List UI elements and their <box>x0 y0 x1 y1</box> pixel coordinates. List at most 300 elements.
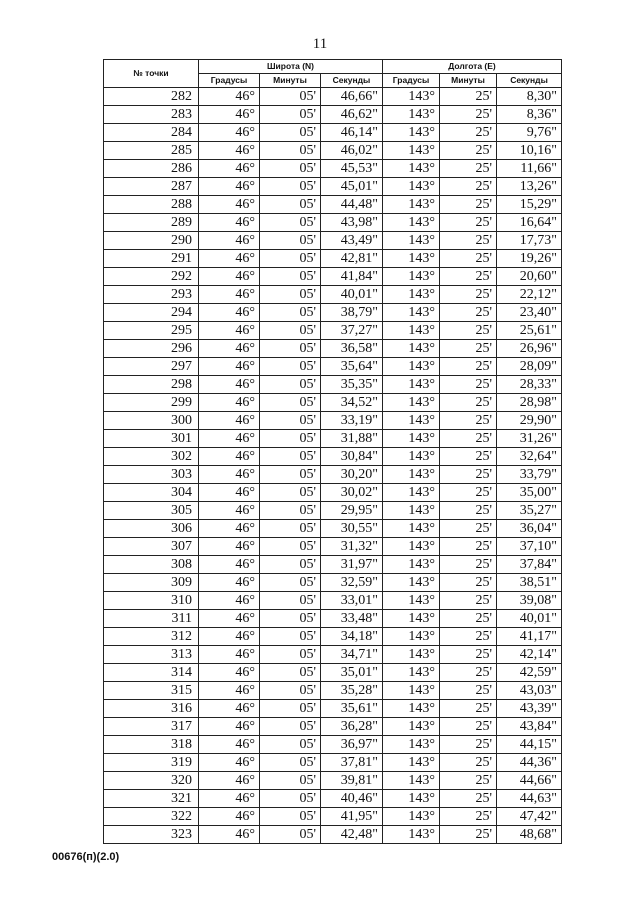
point-number-cell: 313 <box>104 646 199 664</box>
lon-seconds-cell: 9,76" <box>497 124 562 142</box>
lat-degrees-cell: 46° <box>199 160 260 178</box>
lon-degrees-cell: 143° <box>383 88 440 106</box>
lon-minutes-cell: 25' <box>440 358 497 376</box>
lon-seconds-cell: 35,27" <box>497 502 562 520</box>
lon-degrees-cell: 143° <box>383 502 440 520</box>
lat-seconds-cell: 39,81" <box>321 772 383 790</box>
table-row <box>104 574 562 592</box>
lon-seconds-cell: 15,29" <box>497 196 562 214</box>
lon-minutes-cell: 25' <box>440 214 497 232</box>
lon-minutes-cell: 25' <box>440 520 497 538</box>
lon-degrees-cell: 143° <box>383 628 440 646</box>
lon-seconds-cell: 17,73" <box>497 232 562 250</box>
lat-minutes-cell: 05' <box>260 646 321 664</box>
lat-seconds-cell: 34,71" <box>321 646 383 664</box>
lat-minutes-cell: 05' <box>260 448 321 466</box>
point-number-cell: 282 <box>104 88 199 106</box>
lat-degrees-cell: 46° <box>199 682 260 700</box>
lon-seconds-cell: 33,79" <box>497 466 562 484</box>
lat-degrees-cell: 46° <box>199 592 260 610</box>
table-body <box>104 88 562 844</box>
lat-minutes-cell: 05' <box>260 556 321 574</box>
lat-minutes-cell: 05' <box>260 682 321 700</box>
lon-minutes-cell: 25' <box>440 88 497 106</box>
table-row <box>104 124 562 142</box>
lon-minutes-cell: 25' <box>440 268 497 286</box>
lon-degrees-cell: 143° <box>383 592 440 610</box>
lon-degrees-cell: 143° <box>383 340 440 358</box>
lat-minutes-cell: 05' <box>260 538 321 556</box>
lat-degrees-cell: 46° <box>199 286 260 304</box>
lon-degrees-cell: 143° <box>383 394 440 412</box>
lon-degrees-cell: 143° <box>383 610 440 628</box>
lon-degrees-cell: 143° <box>383 160 440 178</box>
lat-seconds-cell: 40,46" <box>321 790 383 808</box>
lon-minutes-cell: 25' <box>440 502 497 520</box>
table-row <box>104 682 562 700</box>
lat-seconds-cell: 40,01" <box>321 286 383 304</box>
lat-minutes-cell: 05' <box>260 304 321 322</box>
lat-seconds-cell: 31,88" <box>321 430 383 448</box>
lon-minutes-cell: 25' <box>440 628 497 646</box>
document-code: 00676(п)(2.0) <box>52 851 120 863</box>
point-number-cell: 301 <box>104 430 199 448</box>
lat-degrees-cell: 46° <box>199 304 260 322</box>
table-row <box>104 430 562 448</box>
lat-degrees-cell: 46° <box>199 214 260 232</box>
lon-seconds-cell: 16,64" <box>497 214 562 232</box>
lon-degrees-cell: 143° <box>383 466 440 484</box>
table-row <box>104 556 562 574</box>
lat-minutes-cell: 05' <box>260 322 321 340</box>
lat-seconds-cell: 30,84" <box>321 448 383 466</box>
lat-minutes-cell: 05' <box>260 430 321 448</box>
lat-degrees-cell: 46° <box>199 808 260 826</box>
point-number-cell: 290 <box>104 232 199 250</box>
lon-degrees-cell: 143° <box>383 124 440 142</box>
lat-seconds-cell: 37,27" <box>321 322 383 340</box>
lat-degrees-cell: 46° <box>199 502 260 520</box>
table-row <box>104 592 562 610</box>
lat-minutes-cell: 05' <box>260 484 321 502</box>
lon-minutes-cell: 25' <box>440 700 497 718</box>
lat-seconds-cell: 34,52" <box>321 394 383 412</box>
lat-seconds-cell: 43,98" <box>321 214 383 232</box>
table-row <box>104 376 562 394</box>
lon-minutes-cell: 25' <box>440 394 497 412</box>
lon-minutes-cell: 25' <box>440 790 497 808</box>
lon-seconds-cell: 48,68" <box>497 826 562 844</box>
lon-degrees-cell: 143° <box>383 286 440 304</box>
lon-minutes-header: Минуты <box>440 74 497 88</box>
lon-minutes-cell: 25' <box>440 448 497 466</box>
lat-seconds-cell: 46,62" <box>321 106 383 124</box>
point-number-cell: 300 <box>104 412 199 430</box>
lat-seconds-cell: 30,20" <box>321 466 383 484</box>
table-row <box>104 502 562 520</box>
table-row <box>104 268 562 286</box>
lat-minutes-cell: 05' <box>260 412 321 430</box>
lat-seconds-cell: 34,18" <box>321 628 383 646</box>
lon-degrees-header: Градусы <box>383 74 440 88</box>
lat-seconds-cell: 31,97" <box>321 556 383 574</box>
lon-degrees-cell: 143° <box>383 574 440 592</box>
point-number-cell: 321 <box>104 790 199 808</box>
table-row <box>104 106 562 124</box>
lat-degrees-cell: 46° <box>199 826 260 844</box>
lon-seconds-cell: 28,09" <box>497 358 562 376</box>
lon-seconds-cell: 47,42" <box>497 808 562 826</box>
table-row <box>104 520 562 538</box>
lat-degrees-cell: 46° <box>199 142 260 160</box>
lon-seconds-cell: 10,16" <box>497 142 562 160</box>
table-row <box>104 466 562 484</box>
table-row <box>104 718 562 736</box>
lat-seconds-cell: 31,32" <box>321 538 383 556</box>
point-number-cell: 304 <box>104 484 199 502</box>
latitude-header: Широта (N) <box>199 60 383 74</box>
lon-minutes-cell: 25' <box>440 556 497 574</box>
point-number-cell: 309 <box>104 574 199 592</box>
lon-degrees-cell: 143° <box>383 664 440 682</box>
lon-seconds-cell: 28,33" <box>497 376 562 394</box>
lon-minutes-cell: 25' <box>440 160 497 178</box>
lat-seconds-cell: 35,35" <box>321 376 383 394</box>
lat-minutes-cell: 05' <box>260 394 321 412</box>
point-number-cell: 305 <box>104 502 199 520</box>
lat-degrees-cell: 46° <box>199 700 260 718</box>
lat-minutes-cell: 05' <box>260 214 321 232</box>
lat-seconds-cell: 35,01" <box>321 664 383 682</box>
lat-minutes-cell: 05' <box>260 754 321 772</box>
table-row <box>104 700 562 718</box>
lon-seconds-header: Секунды <box>497 74 562 88</box>
lat-seconds-cell: 36,97" <box>321 736 383 754</box>
lat-degrees-cell: 46° <box>199 646 260 664</box>
lat-minutes-cell: 05' <box>260 502 321 520</box>
lat-minutes-cell: 05' <box>260 466 321 484</box>
table-row <box>104 142 562 160</box>
lat-degrees-cell: 46° <box>199 754 260 772</box>
lon-degrees-cell: 143° <box>383 538 440 556</box>
lon-minutes-cell: 25' <box>440 754 497 772</box>
lat-seconds-cell: 44,48" <box>321 196 383 214</box>
table-row <box>104 772 562 790</box>
lat-minutes-cell: 05' <box>260 232 321 250</box>
lat-seconds-cell: 45,01" <box>321 178 383 196</box>
lon-degrees-cell: 143° <box>383 790 440 808</box>
lat-degrees-cell: 46° <box>199 664 260 682</box>
lon-minutes-cell: 25' <box>440 304 497 322</box>
lat-minutes-cell: 05' <box>260 592 321 610</box>
point-number-cell: 320 <box>104 772 199 790</box>
lat-minutes-cell: 05' <box>260 160 321 178</box>
lat-degrees-cell: 46° <box>199 412 260 430</box>
lon-degrees-cell: 143° <box>383 646 440 664</box>
lat-degrees-cell: 46° <box>199 574 260 592</box>
lon-degrees-cell: 143° <box>383 430 440 448</box>
lat-degrees-cell: 46° <box>199 718 260 736</box>
lat-minutes-cell: 05' <box>260 142 321 160</box>
lon-degrees-cell: 143° <box>383 484 440 502</box>
table-row <box>104 628 562 646</box>
table-row <box>104 664 562 682</box>
lon-seconds-cell: 39,08" <box>497 592 562 610</box>
lon-degrees-cell: 143° <box>383 268 440 286</box>
lat-degrees-cell: 46° <box>199 484 260 502</box>
lat-degrees-cell: 46° <box>199 790 260 808</box>
lat-degrees-cell: 46° <box>199 520 260 538</box>
point-number-cell: 307 <box>104 538 199 556</box>
point-number-cell: 286 <box>104 160 199 178</box>
lat-minutes-cell: 05' <box>260 286 321 304</box>
table-row <box>104 646 562 664</box>
lon-minutes-cell: 25' <box>440 250 497 268</box>
lon-degrees-cell: 143° <box>383 376 440 394</box>
lon-seconds-cell: 43,39" <box>497 700 562 718</box>
lat-seconds-cell: 41,84" <box>321 268 383 286</box>
lat-degrees-cell: 46° <box>199 736 260 754</box>
table-row <box>104 484 562 502</box>
lat-minutes-cell: 05' <box>260 124 321 142</box>
point-number-cell: 291 <box>104 250 199 268</box>
lat-degrees-cell: 46° <box>199 448 260 466</box>
table-row <box>104 250 562 268</box>
lon-minutes-cell: 25' <box>440 286 497 304</box>
lat-degrees-cell: 46° <box>199 124 260 142</box>
point-number-cell: 294 <box>104 304 199 322</box>
lon-minutes-cell: 25' <box>440 826 497 844</box>
lat-degrees-header: Градусы <box>199 74 260 88</box>
point-number-cell: 315 <box>104 682 199 700</box>
lat-seconds-cell: 35,28" <box>321 682 383 700</box>
lon-minutes-cell: 25' <box>440 232 497 250</box>
lat-degrees-cell: 46° <box>199 88 260 106</box>
lat-minutes-header: Минуты <box>260 74 321 88</box>
lat-degrees-cell: 46° <box>199 178 260 196</box>
lat-minutes-cell: 05' <box>260 718 321 736</box>
lat-minutes-cell: 05' <box>260 520 321 538</box>
point-number-cell: 298 <box>104 376 199 394</box>
lon-minutes-cell: 25' <box>440 466 497 484</box>
lat-degrees-cell: 46° <box>199 196 260 214</box>
lat-seconds-cell: 33,48" <box>321 610 383 628</box>
lon-degrees-cell: 143° <box>383 808 440 826</box>
lon-degrees-cell: 143° <box>383 250 440 268</box>
table-row <box>104 448 562 466</box>
lat-seconds-cell: 46,66" <box>321 88 383 106</box>
lon-minutes-cell: 25' <box>440 430 497 448</box>
lon-minutes-cell: 25' <box>440 538 497 556</box>
table-row <box>104 178 562 196</box>
table-row <box>104 412 562 430</box>
lon-degrees-cell: 143° <box>383 700 440 718</box>
lon-seconds-cell: 19,26" <box>497 250 562 268</box>
lat-degrees-cell: 46° <box>199 376 260 394</box>
lat-minutes-cell: 05' <box>260 358 321 376</box>
coordinates-table <box>103 59 562 844</box>
table-row <box>104 358 562 376</box>
lat-seconds-cell: 33,19" <box>321 412 383 430</box>
lon-seconds-cell: 26,96" <box>497 340 562 358</box>
lat-minutes-cell: 05' <box>260 772 321 790</box>
lat-degrees-cell: 46° <box>199 232 260 250</box>
lat-minutes-cell: 05' <box>260 88 321 106</box>
lon-minutes-cell: 25' <box>440 376 497 394</box>
table-row <box>104 736 562 754</box>
table-row <box>104 232 562 250</box>
lat-degrees-cell: 46° <box>199 610 260 628</box>
lon-seconds-cell: 23,40" <box>497 304 562 322</box>
lat-degrees-cell: 46° <box>199 772 260 790</box>
point-number-cell: 299 <box>104 394 199 412</box>
lon-seconds-cell: 42,59" <box>497 664 562 682</box>
lon-minutes-cell: 25' <box>440 574 497 592</box>
point-number-cell: 295 <box>104 322 199 340</box>
lat-seconds-cell: 41,95" <box>321 808 383 826</box>
point-number-cell: 306 <box>104 520 199 538</box>
point-number-cell: 317 <box>104 718 199 736</box>
lon-minutes-cell: 25' <box>440 808 497 826</box>
lon-degrees-cell: 143° <box>383 304 440 322</box>
lat-degrees-cell: 46° <box>199 430 260 448</box>
lat-degrees-cell: 46° <box>199 250 260 268</box>
lon-degrees-cell: 143° <box>383 322 440 340</box>
lat-minutes-cell: 05' <box>260 106 321 124</box>
lat-minutes-cell: 05' <box>260 340 321 358</box>
lon-degrees-cell: 143° <box>383 718 440 736</box>
lon-seconds-cell: 44,36" <box>497 754 562 772</box>
lon-minutes-cell: 25' <box>440 682 497 700</box>
point-number-cell: 297 <box>104 358 199 376</box>
lat-seconds-cell: 38,79" <box>321 304 383 322</box>
lon-seconds-cell: 32,64" <box>497 448 562 466</box>
point-number-cell: 318 <box>104 736 199 754</box>
lon-seconds-cell: 20,60" <box>497 268 562 286</box>
lon-degrees-cell: 143° <box>383 196 440 214</box>
lat-seconds-cell: 32,59" <box>321 574 383 592</box>
point-number-cell: 311 <box>104 610 199 628</box>
point-number-cell: 322 <box>104 808 199 826</box>
lat-minutes-cell: 05' <box>260 610 321 628</box>
lon-minutes-cell: 25' <box>440 106 497 124</box>
lat-seconds-cell: 29,95" <box>321 502 383 520</box>
lon-degrees-cell: 143° <box>383 178 440 196</box>
lat-minutes-cell: 05' <box>260 574 321 592</box>
table-row <box>104 160 562 178</box>
lat-minutes-cell: 05' <box>260 376 321 394</box>
point-number-cell: 303 <box>104 466 199 484</box>
lat-minutes-cell: 05' <box>260 250 321 268</box>
page-number: 11 <box>312 36 328 52</box>
lon-degrees-cell: 143° <box>383 826 440 844</box>
lat-seconds-header: Секунды <box>321 74 383 88</box>
lon-minutes-cell: 25' <box>440 646 497 664</box>
lat-minutes-cell: 05' <box>260 736 321 754</box>
lon-seconds-cell: 28,98" <box>497 394 562 412</box>
table-row <box>104 790 562 808</box>
lon-degrees-cell: 143° <box>383 556 440 574</box>
lat-seconds-cell: 43,49" <box>321 232 383 250</box>
lon-seconds-cell: 37,10" <box>497 538 562 556</box>
lon-seconds-cell: 13,26" <box>497 178 562 196</box>
lon-seconds-cell: 25,61" <box>497 322 562 340</box>
lon-degrees-cell: 143° <box>383 106 440 124</box>
lat-degrees-cell: 46° <box>199 340 260 358</box>
point-number-cell: 316 <box>104 700 199 718</box>
lon-minutes-cell: 25' <box>440 610 497 628</box>
lat-minutes-cell: 05' <box>260 790 321 808</box>
lon-seconds-cell: 40,01" <box>497 610 562 628</box>
table-row <box>104 304 562 322</box>
lon-degrees-cell: 143° <box>383 358 440 376</box>
point-number-cell: 308 <box>104 556 199 574</box>
lon-minutes-cell: 25' <box>440 196 497 214</box>
lat-seconds-cell: 46,02" <box>321 142 383 160</box>
longitude-header: Долгота (E) <box>383 60 562 74</box>
point-number-cell: 284 <box>104 124 199 142</box>
lat-seconds-cell: 42,81" <box>321 250 383 268</box>
lat-degrees-cell: 46° <box>199 628 260 646</box>
point-number-cell: 289 <box>104 214 199 232</box>
lat-degrees-cell: 46° <box>199 466 260 484</box>
table-row <box>104 322 562 340</box>
lon-minutes-cell: 25' <box>440 736 497 754</box>
table-row <box>104 826 562 844</box>
lon-degrees-cell: 143° <box>383 736 440 754</box>
lat-minutes-cell: 05' <box>260 826 321 844</box>
lon-degrees-cell: 143° <box>383 232 440 250</box>
lat-minutes-cell: 05' <box>260 700 321 718</box>
point-number-cell: 312 <box>104 628 199 646</box>
point-number-cell: 323 <box>104 826 199 844</box>
point-number-cell: 319 <box>104 754 199 772</box>
lon-seconds-cell: 44,63" <box>497 790 562 808</box>
lon-degrees-cell: 143° <box>383 682 440 700</box>
point-number-cell: 302 <box>104 448 199 466</box>
lat-minutes-cell: 05' <box>260 178 321 196</box>
table-row <box>104 808 562 826</box>
lat-seconds-cell: 46,14" <box>321 124 383 142</box>
lat-degrees-cell: 46° <box>199 538 260 556</box>
lat-minutes-cell: 05' <box>260 196 321 214</box>
lon-seconds-cell: 8,30" <box>497 88 562 106</box>
lat-seconds-cell: 33,01" <box>321 592 383 610</box>
lon-minutes-cell: 25' <box>440 412 497 430</box>
lat-seconds-cell: 35,64" <box>321 358 383 376</box>
lon-seconds-cell: 38,51" <box>497 574 562 592</box>
lat-degrees-cell: 46° <box>199 358 260 376</box>
table-row <box>104 286 562 304</box>
lon-minutes-cell: 25' <box>440 718 497 736</box>
lon-seconds-cell: 37,84" <box>497 556 562 574</box>
lon-seconds-cell: 22,12" <box>497 286 562 304</box>
lon-minutes-cell: 25' <box>440 484 497 502</box>
lat-degrees-cell: 46° <box>199 556 260 574</box>
lon-degrees-cell: 143° <box>383 448 440 466</box>
lon-degrees-cell: 143° <box>383 772 440 790</box>
lat-seconds-cell: 30,02" <box>321 484 383 502</box>
lat-degrees-cell: 46° <box>199 394 260 412</box>
point-number-cell: 314 <box>104 664 199 682</box>
lon-degrees-cell: 143° <box>383 412 440 430</box>
point-number-cell: 292 <box>104 268 199 286</box>
lon-seconds-cell: 43,84" <box>497 718 562 736</box>
lon-degrees-cell: 143° <box>383 142 440 160</box>
point-number-cell: 288 <box>104 196 199 214</box>
point-number-cell: 285 <box>104 142 199 160</box>
lon-minutes-cell: 25' <box>440 664 497 682</box>
